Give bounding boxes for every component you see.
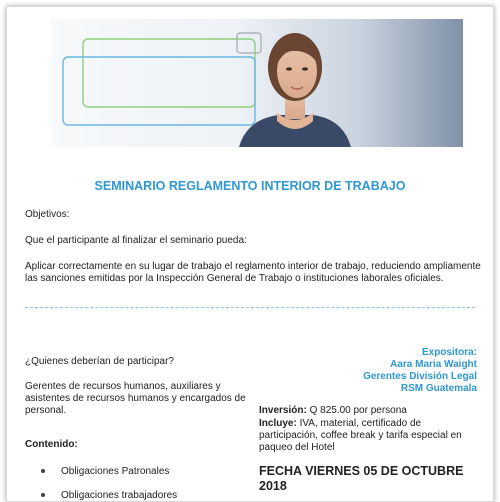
event-date-line-2: 2018 <box>259 479 287 493</box>
participants-line-3: personal. <box>25 405 67 416</box>
page-frame <box>6 6 494 502</box>
includes-row <box>259 418 421 430</box>
objectives-intro: Que el participante al finalizar el seminario pueda: <box>25 235 247 246</box>
list-item: Obligaciones trabajadores <box>25 490 177 502</box>
hero-illustration <box>51 19 463 147</box>
speaker-label: Expositora: <box>421 347 477 358</box>
participants-question: ¿Quienes deberían de participar? <box>25 356 174 367</box>
event-date-line-1: FECHA VIERNES 05 DE OCTUBRE <box>259 464 464 478</box>
objectives-label: Objetivos: <box>25 209 70 220</box>
objectives-body-line-2: las sanciones emitidas por la Inspección General de Trabajo o instituciones laborales oficiales. <box>25 273 444 284</box>
includes-line-1: IVA, material, certificado de <box>296 418 422 429</box>
blue-frame-shape <box>63 57 255 125</box>
gray-frame-shape <box>237 33 261 53</box>
investment-value: Q 825.00 por persona <box>306 405 407 416</box>
list-item: Obligaciones Patronales <box>25 466 177 490</box>
section-divider <box>25 307 475 308</box>
hero-banner <box>51 19 463 147</box>
content-list <box>25 466 177 502</box>
investment-label: Inversión: <box>259 405 307 416</box>
speaker-company: RSM Guatemala <box>400 383 477 394</box>
includes-label: Incluye: <box>259 418 297 429</box>
objectives-body-line-1: Aplicar correctamente en su lugar de trabajo el reglamento interior de trabajo, reduciendo ampliamente <box>25 261 481 272</box>
participants-line-2: asistentes de recursos humanos y encargados de <box>25 393 246 404</box>
investment-row <box>259 405 407 417</box>
event-date <box>259 464 469 494</box>
green-frame-shape <box>83 39 255 107</box>
woman-portrait <box>239 33 351 147</box>
content-label: Contenido: <box>25 439 78 450</box>
includes-line-3: paqueo del Hotel <box>259 442 335 453</box>
page-title: SEMINARIO REGLAMENTO INTERIOR DE TRABAJO <box>94 179 406 193</box>
speaker-name: Aara Maria Waight <box>390 359 477 370</box>
participants-line-1: Gerentes de recursos humanos, auxiliares y <box>25 381 221 392</box>
speaker-role: Gerentes División Legal <box>363 371 477 382</box>
includes-line-2: participación, coffee break y tarifa especial en <box>259 430 462 441</box>
